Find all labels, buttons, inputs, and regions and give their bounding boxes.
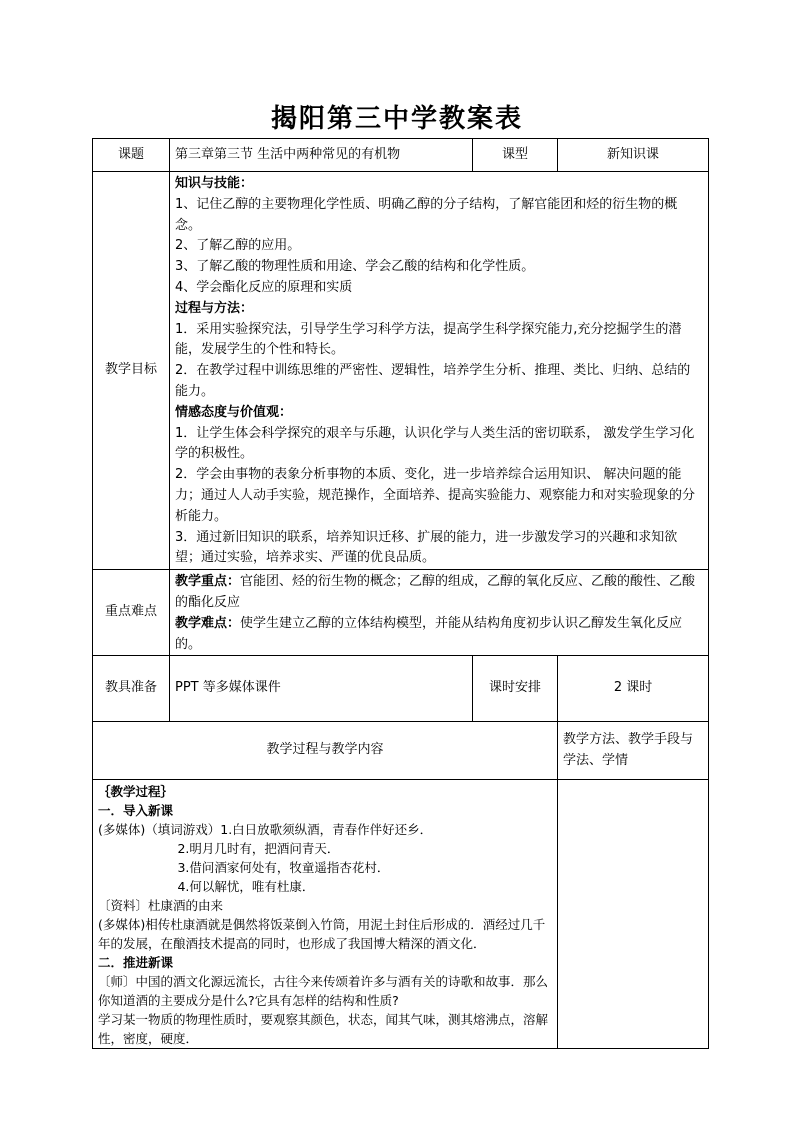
focus-text: 官能团、烃的衍生物的概念；乙醇的组成，乙醇的氧化反应、乙酸的酸性、乙酸的酯化反应: [175, 574, 696, 610]
process-heading: 过程与方法：: [175, 300, 254, 316]
process-item: 2．在教学过程中训练思维的严密性、逻辑性，培养学生分析、推理、类比、归纳、总结的能力。: [175, 363, 691, 399]
process-line: (多媒体)相传杜康酒就是偶然将饭菜倒入竹筒，用泥土封住后形成的．酒经过几千年的发展，在酿酒技术提高的同时，也形成了我国博大精深的酒文化．: [98, 917, 546, 952]
methods-header: 教学方法、教学手段与学法、学情: [558, 722, 709, 780]
tools-row: [93, 656, 709, 722]
process-line: 学习某一物质的物理性质时，要观察其颜色，状态，闻其气味，测其熔沸点，溶解性，密度，硬度．: [98, 1012, 549, 1047]
process-line: 〔师〕中国的酒文化源远流长，古往今来传颂着许多与酒有关的诗歌和故事．那么你知道酒的主要成分是什么?它具有怎样的结构和性质?: [98, 974, 549, 1009]
process-line: ｛教学过程｝: [98, 784, 174, 800]
process-line: (多媒体)（填词游戏）1.白日放歌须纵酒，青春作伴好还乡．: [98, 822, 433, 838]
key-points-content: [170, 570, 709, 656]
tools-label: 教具准备: [93, 656, 170, 722]
page-title: 揭阳第三中学教案表: [270, 104, 523, 134]
objectives-label: 教学目标: [93, 172, 170, 570]
process-line: 一．导入新课: [98, 803, 174, 819]
difficulty-text: 使学生建立乙醇的立体结构模型，并能从结构角度初步认识乙醇发生氧化反应的。: [175, 615, 683, 652]
process-body-row: [93, 780, 709, 1049]
attitude-item: 2．学会由事物的表象分析事物的本质、变化，进一步培养综合运用知识、 解决问题的能力；通过人人动手实验，规范操作，全面培养、提高实验能力、观察能力和对实验现象的分析能力。: [175, 467, 696, 524]
topic-label: 课题: [93, 139, 170, 172]
knowledge-item: 1、记住乙醇的主要物理化学性质、明确乙醇的分子结构，了解官能团和烃的衍生物的概念。: [175, 196, 678, 233]
methods-body: [558, 780, 709, 1049]
process-header: 教学过程与教学内容: [93, 722, 558, 780]
process-line: 二．推进新课: [98, 955, 174, 971]
process-line: 2.明月几时有，把酒问青天．: [98, 841, 340, 857]
hours-label: 课时安排: [473, 656, 558, 722]
process-header-row: [93, 722, 709, 780]
lesson-type-label: 课型: [473, 139, 558, 172]
attitude-heading: 情感态度与价值观：: [175, 404, 293, 420]
topic-row: [93, 139, 709, 172]
knowledge-item: 2、了解乙醇的应用。: [175, 238, 301, 254]
key-points-label: 重点难点: [93, 570, 170, 656]
process-line: 〔资料〕杜康酒的由来: [98, 898, 224, 914]
attitude-item: 1．让学生体会科学探究的艰辛与乐趣，认识化学与人类生活的密切联系， 激发学生学习化学的积极性。: [175, 425, 695, 462]
objectives-content: [170, 172, 709, 570]
attitude-item: 3．通过新旧知识的联系，培养知识迁移、扩展的能力，进一步激发学习的兴趣和求知欲望；通过实验，培养求实、严谨的优良品质。: [175, 529, 678, 566]
focus-label: 教学重点：: [175, 574, 241, 590]
lesson-type-value: 新知识课: [558, 139, 709, 172]
hours-value: 2 课时: [558, 656, 709, 722]
knowledge-heading: 知识与技能：: [175, 176, 254, 191]
lesson-plan-table: [92, 138, 709, 1049]
objectives-row: [93, 172, 709, 570]
knowledge-item: 3、了解乙酸的物理性质和用途、学会乙酸的结构和化学性质。: [175, 259, 535, 275]
difficulty-label: 教学难点：: [175, 615, 241, 631]
process-item: 1．采用实验探究法，引导学生学习科学方法，提高学生科学探究能力,充分挖掘学生的潜能，发展学生的个性和特长。: [175, 321, 682, 358]
process-line: 4.何以解忧，唯有杜康．: [98, 879, 315, 895]
process-line: 3.借问酒家何处有，牧童遥指杏花村．: [98, 860, 390, 876]
topic-value: 第三章第三节 生活中两种常见的有机物: [170, 139, 473, 172]
process-body: [93, 780, 558, 1049]
knowledge-item: 4、学会酯化反应的原理和实质: [175, 279, 353, 295]
tools-value: PPT 等多媒体课件: [170, 656, 473, 722]
key-points-row: [93, 570, 709, 656]
